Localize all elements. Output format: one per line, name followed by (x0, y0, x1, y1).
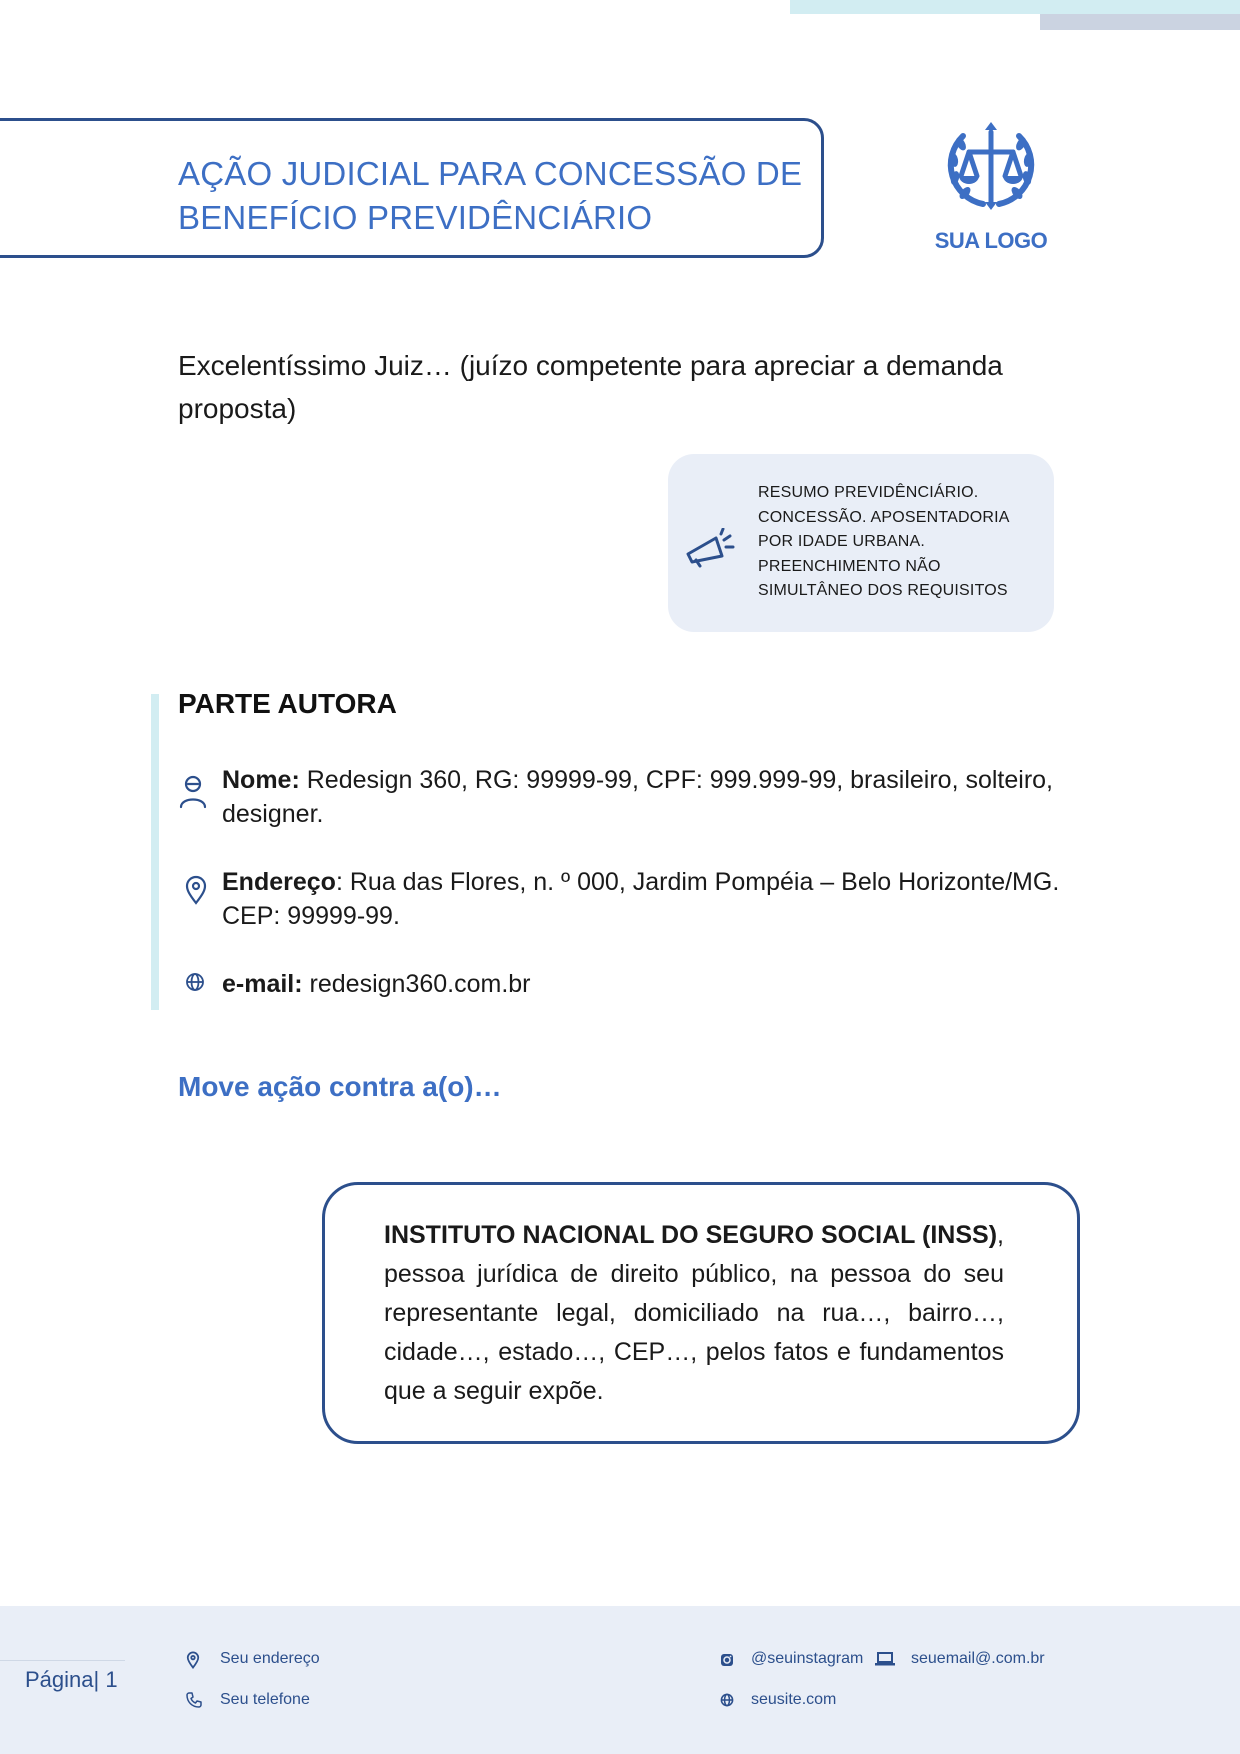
location-pin-icon (184, 875, 208, 905)
summary-line: POR IDADE URBANA. (758, 533, 925, 550)
summary-line: SIMULTÂNEO DOS REQUISITOS (758, 582, 1008, 599)
footer-address: Seu endereço (220, 1650, 320, 1667)
document-title-line-1: AÇÃO JUDICIAL PARA CONCESSÃO DE (178, 155, 803, 192)
page-number (0, 1660, 125, 1701)
globe-icon (720, 1693, 734, 1707)
defendant-description: , pessoa jurídica de direito público, na pessoa do seu representante legal, domiciliado na rua…, bairro…, cidade…, estado…, CEP…, pelos fatos e fundamentos que a seguir expõe. (384, 1221, 1004, 1405)
location-pin-icon (186, 1651, 200, 1669)
company-logo (926, 118, 1056, 263)
party-name-text (222, 763, 1072, 831)
footer-email: seuemail@.com.br (911, 1650, 1045, 1667)
footer-phone: Seu telefone (220, 1691, 310, 1708)
address-value: : Rua das Flores, n. º 000, Jardim Pompéia – Belo Horizonte/MG. CEP: 99999-99. (222, 868, 1060, 930)
laptop-icon (875, 1652, 895, 1666)
megaphone-icon (684, 528, 736, 568)
party-accent-bar (151, 694, 159, 1010)
phone-icon (186, 1692, 202, 1708)
footer (0, 1606, 1240, 1754)
top-accent-bar-light (790, 0, 1240, 14)
logo-text: SUA LOGO (934, 228, 1048, 253)
summary-line: PREENCHIMENTO NÃO (758, 557, 941, 575)
name-label: Nome: (222, 766, 300, 794)
user-icon (178, 775, 208, 809)
email-value: redesign360.com.br (302, 970, 531, 998)
defendant-name: INSTITUTO NACIONAL DO SEGURO SOCIAL (INSS) (384, 1221, 998, 1249)
salutation: Excelentíssimo Juiz… (juízo competente para apreciar a demanda proposta) (178, 350, 1003, 424)
top-accent-bar-dark (1040, 14, 1240, 30)
footer-instagram: @seuinstagram (751, 1650, 864, 1667)
email-label: e-mail: (222, 970, 303, 998)
summary-line: CONCESSÃO. APOSENTADORIA (758, 508, 1010, 526)
summary-text (758, 481, 1048, 604)
globe-icon (185, 972, 205, 992)
instagram-icon (720, 1653, 734, 1667)
page-number-text: Página| 1 (25, 1667, 118, 1692)
party-email-text (222, 967, 1072, 1001)
move-action-heading: Move ação contra a(o)… (178, 1071, 502, 1102)
document-title (178, 152, 818, 240)
address-label: Endereço (222, 868, 336, 896)
summary-line: RESUMO PREVIDÊNCIÁRIO. (758, 484, 979, 501)
document-title-line-2: BENEFÍCIO PREVIDÊNCIÁRIO (178, 199, 653, 236)
scales-of-justice-icon (941, 118, 1041, 218)
party-address-text (222, 865, 1072, 933)
footer-website: seusite.com (751, 1691, 837, 1708)
defendant-text (384, 1216, 1004, 1411)
name-value: Redesign 360, RG: 99999-99, CPF: 999.999-99, brasileiro, solteiro, designer. (222, 766, 1053, 828)
party-heading: PARTE AUTORA (178, 688, 397, 719)
